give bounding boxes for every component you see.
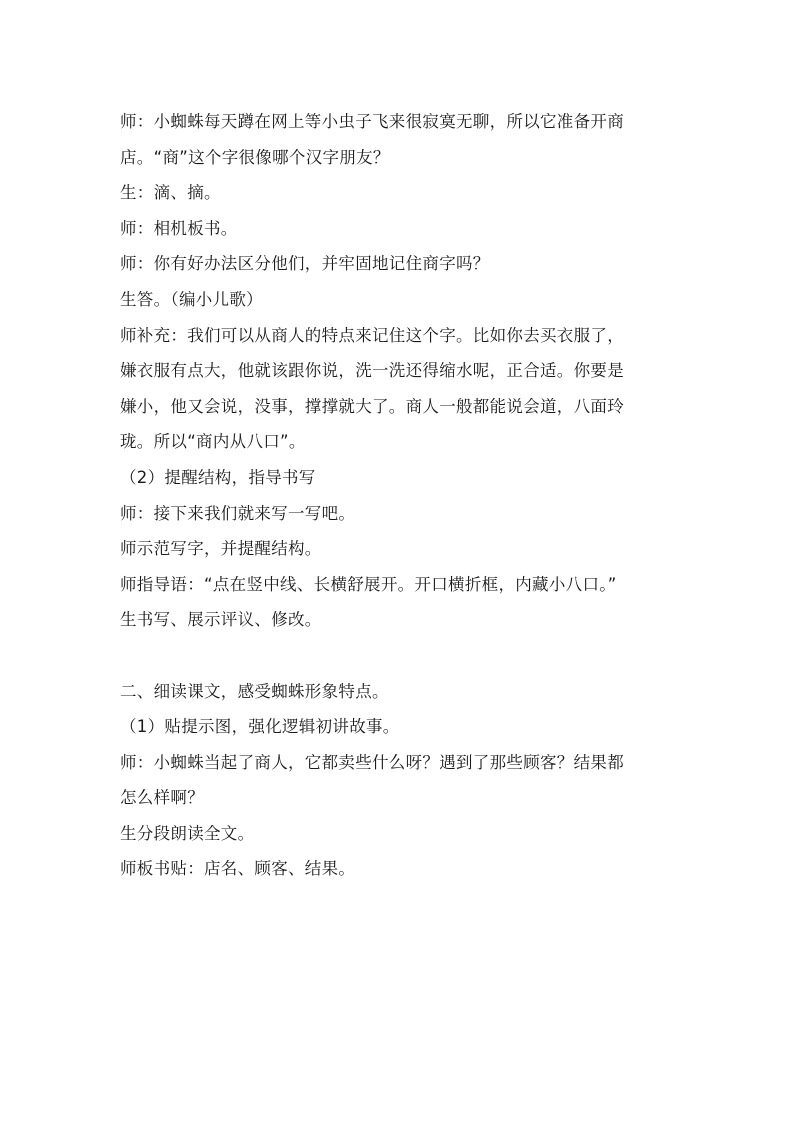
text-line: 生书写、展示评议、修改。	[120, 610, 322, 630]
text-line: 师：小蜘蛛当起了商人，它都卖些什么呀？遇到了那些顾客？结果都	[120, 752, 624, 772]
text-line: 店。“商”这个字很像哪个汉字朋友？	[120, 147, 390, 167]
text-line: 师板书贴：店名、顾客、结果。	[120, 859, 356, 879]
text-line: 师：小蜘蛛每天蹲在网上等小虫子飞来很寂寞无聊，所以它准备开商	[120, 112, 624, 131]
text-line: 生分段朗读全文。	[120, 823, 255, 843]
section-heading: 二、细读课文，感受蜘蛛形象特点。	[120, 681, 389, 701]
document-body	[120, 104, 680, 887]
section-subheading: （1）贴提示图，强化逻辑初讲故事。	[120, 717, 400, 737]
text-line: 师补充：我们可以从商人的特点来记住这个字。比如你去买衣服了，	[120, 325, 624, 345]
text-line: 师：接下来我们就来写一写吧。	[120, 503, 356, 523]
text-line: 生：滴、摘。	[120, 183, 221, 203]
text-line: 师指导语：“点在竖中线、长横舒展开。开口横折框，内藏小八口。”	[120, 574, 617, 594]
text-line: 珑。所以“商内从八口”。	[120, 432, 306, 452]
text-line: 嫌衣服有点大，他就该跟你说，洗一洗还得缩水呢，正合适。你要是	[120, 361, 624, 381]
text-line: 嫌小，他又会说，没事，撑撑就大了。商人一般都能说会道，八面玲	[120, 396, 624, 416]
text-line: 师：你有好办法区分他们，并牢固地记住商字吗？	[120, 254, 490, 274]
text-line: 怎么样啊？	[120, 788, 204, 808]
blank-line	[120, 638, 680, 674]
section-subheading: （2）提醒结构，指导书写	[120, 467, 316, 487]
text-line: 师：相机板书。	[120, 218, 238, 238]
text-line: 生答。（编小儿歌）	[120, 289, 263, 309]
text-line: 师示范写字，并提醒结构。	[120, 539, 322, 559]
